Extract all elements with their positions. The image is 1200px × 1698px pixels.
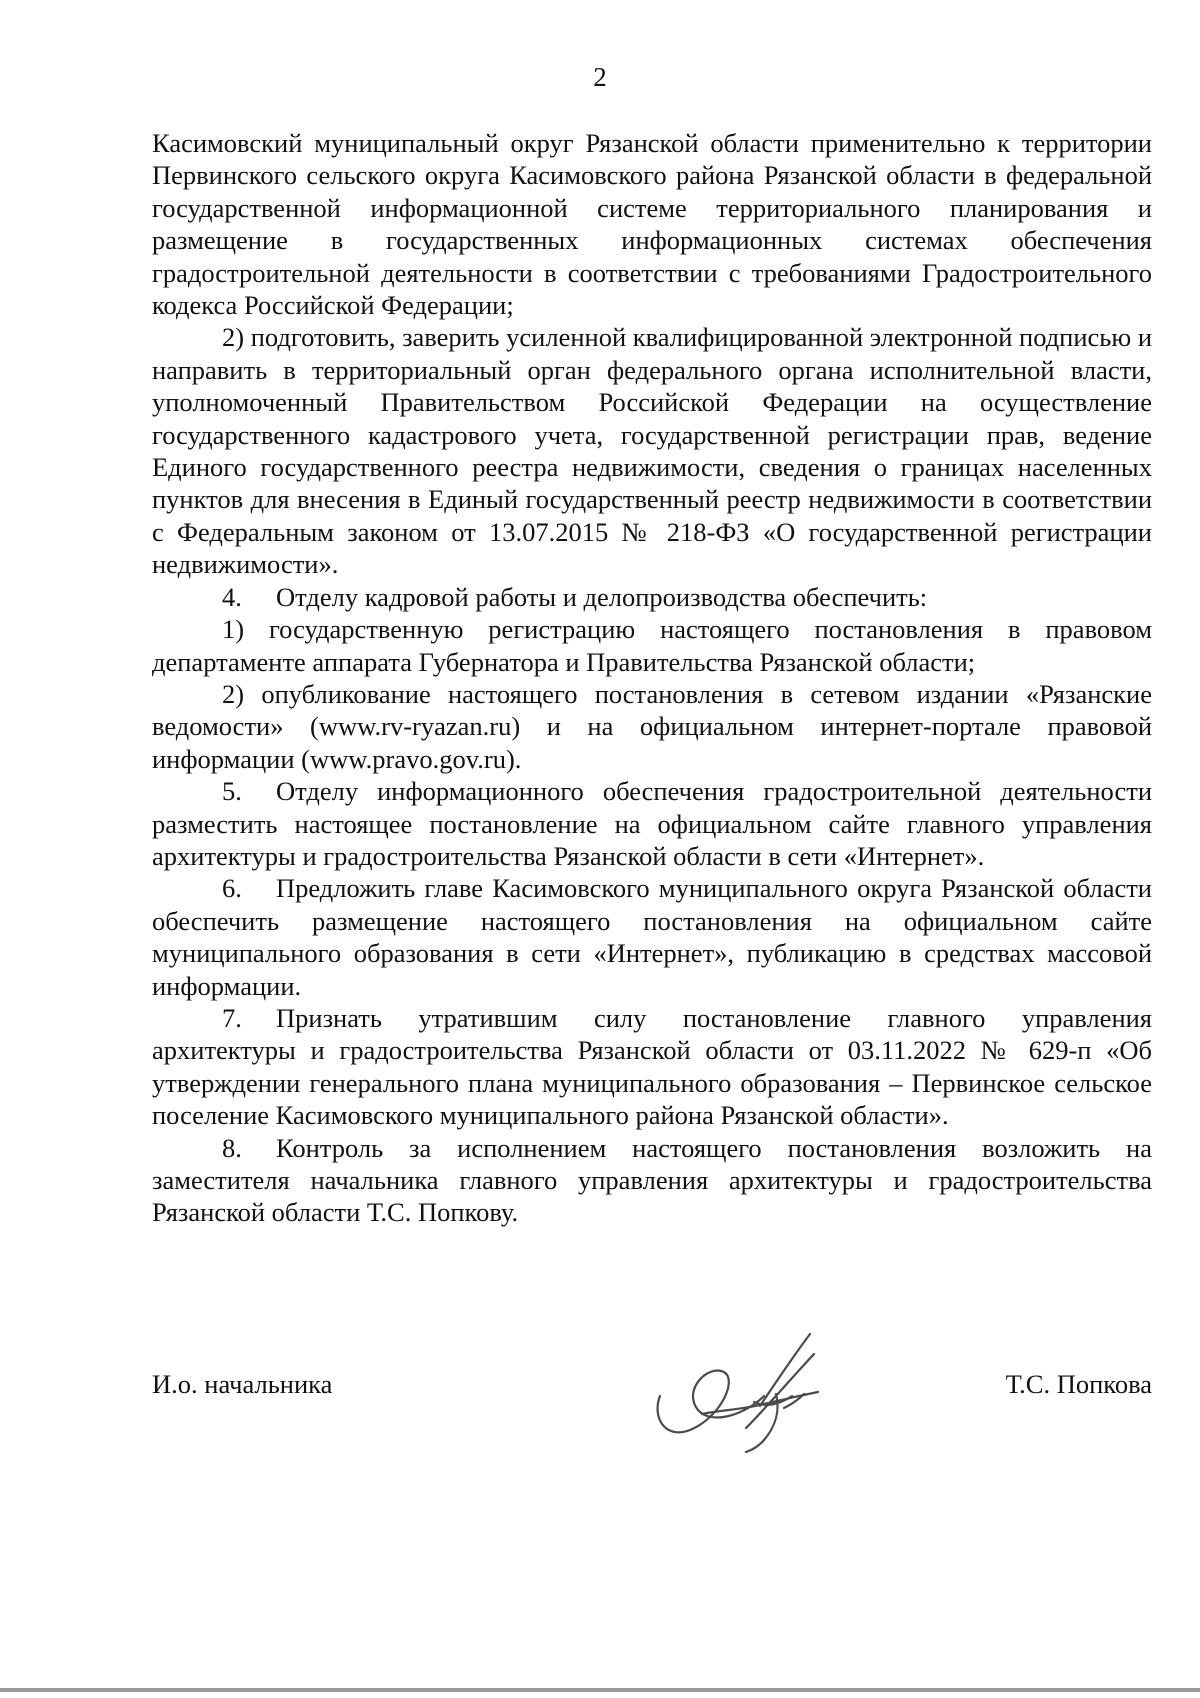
page-number: 2 bbox=[593, 62, 607, 92]
paragraph-continuation bbox=[152, 127, 1152, 321]
paragraph-item-3-2 bbox=[152, 321, 1152, 580]
paragraph-text: Касимовский муниципальный округ Рязанской области применительно к территории Первинского сельского округа Касимовского района Рязанской области в федеральной государственной информационной системе территориального планирования и размещение в государственных информационных системах обеспечения градостроительной деятельности в соответствии с требованиями Градостроительного кодекса Российской Федерации; bbox=[152, 128, 1152, 321]
paragraph-item-7 bbox=[152, 1002, 1152, 1132]
scan-bottom-edge bbox=[0, 1688, 1200, 1692]
paragraph-text: Контроль за исполнением настоящего постановления возложить на заместителя начальника главного управления архитектуры и градостроительства Рязанской области Т.С. Попкову. bbox=[152, 1132, 1152, 1228]
paragraph-item-4-1 bbox=[152, 613, 1152, 678]
paragraph-item-5 bbox=[152, 775, 1152, 872]
signer-position: И.о. начальника bbox=[152, 1369, 333, 1399]
paragraph-text: 2) опубликование настоящего постановления в сетевом издании «Рязанские ведомости» (www.rv-ryazan.ru) и на официальном интернет-портале правовой информации (www.pravo.gov.ru). bbox=[152, 678, 1152, 774]
paragraph-number: 6. bbox=[222, 873, 242, 904]
handwritten-signature bbox=[642, 1318, 842, 1458]
paragraph-item-6 bbox=[152, 872, 1152, 1002]
paragraph-item-8 bbox=[152, 1132, 1152, 1229]
paragraph-text: 2) подготовить, заверить усиленной квалифицированной электронной подписью и направить в территориальный орган федерального органа исполнительной власти, уполномоченный Правительством Российской Федерации на осуществление государственного кадастрового учета, государственной регистрации прав, ведение Единого государственного реестра недвижимости, сведения о границах населенных пунктов для внесения в Единый государственный реестр недвижимости в соответствии с Федеральным законом от 13.07.2015 № 218-ФЗ «О государственной регистрации недвижимости». bbox=[152, 322, 1152, 580]
paragraph-number: 5. bbox=[222, 776, 242, 807]
document-body bbox=[152, 127, 1152, 1229]
paragraph-item-4-2 bbox=[152, 678, 1152, 775]
paragraph-text: Признать утратившим силу постановление главного управления архитектуры и градостроительства Рязанской области от 03.11.2022 № 629-п «Об утверждении генерального плана муниципального образования – Первинское сельское поселение Касимовского муниципального района Рязанской области». bbox=[152, 1002, 1152, 1131]
paragraph-text: Отделу кадровой работы и делопроизводства обеспечить: bbox=[276, 581, 928, 612]
paragraph-number: 7. bbox=[222, 1002, 242, 1033]
paragraph-text: Предложить главе Касимовского муниципального округа Рязанской области обеспечить размещение настоящего постановления на официальном сайте муниципального образования в сети «Интернет», публикацию в средствах массовой информации. bbox=[152, 873, 1152, 1001]
paragraph-text: Отделу информационного обеспечения градостроительной деятельности разместить настоящее постановление на официальном сайте главного управления архитектуры и градостроительства Рязанской области в сети «Интернет». bbox=[152, 776, 1152, 871]
paragraph-number: 8. bbox=[222, 1132, 242, 1163]
paragraph-text: 1) государственную регистрацию настоящего постановления в правовом департаменте аппарата Губернатора и Правительства Рязанской области; bbox=[152, 614, 1152, 677]
signer-name: Т.С. Попкова bbox=[1005, 1369, 1152, 1399]
paragraph-number: 4. bbox=[222, 581, 242, 612]
paragraph-item-4 bbox=[152, 581, 1152, 613]
signature-block bbox=[152, 1368, 1152, 1518]
